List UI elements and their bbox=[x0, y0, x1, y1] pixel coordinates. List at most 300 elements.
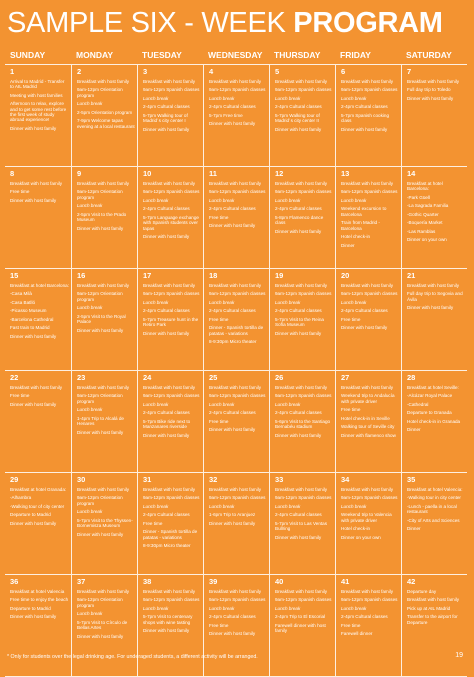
activity: Breakfast with host family bbox=[77, 181, 130, 186]
day-number: 1 bbox=[10, 67, 15, 76]
activity: Dinner - Spanish tortilla de patatas - variations bbox=[143, 529, 198, 540]
activity: 9am-12pm Spanish classes bbox=[341, 597, 398, 603]
activity: Dinner with host family bbox=[77, 327, 124, 333]
day-number: 13 bbox=[341, 169, 350, 178]
activity: Lunch break bbox=[209, 605, 235, 611]
activity: Arrival to Madrid - Transfer to AIL Madrid bbox=[10, 79, 65, 90]
day-cell bbox=[269, 65, 335, 167]
activity: 5-7pm Walking tour of Madrid´s city center I bbox=[143, 112, 188, 124]
day-cell bbox=[203, 575, 269, 677]
activity: Free time bbox=[10, 393, 30, 399]
activity: Dinner with host family bbox=[275, 228, 322, 234]
day-cell bbox=[203, 473, 269, 575]
activity: 5-7pm Treasure hunt in the Retiro Park bbox=[143, 316, 199, 328]
activity: 2-5pm Orientation program bbox=[77, 109, 133, 115]
day-cell bbox=[71, 167, 137, 269]
activity: Lunch break bbox=[209, 401, 235, 407]
activity: Dinner - Spanish tortilla de patatas - variations bbox=[209, 325, 264, 336]
activity: 2-4pm Cultural classes bbox=[275, 410, 322, 416]
day-cell bbox=[137, 269, 203, 371]
activity: Breakfast with host family bbox=[143, 487, 196, 492]
day-cell bbox=[269, 575, 335, 677]
activity: 9am-12pm Spanish classes bbox=[143, 495, 200, 501]
activity: 9am-12pm Spanish classes bbox=[275, 291, 332, 297]
activity: Lunch break bbox=[341, 95, 367, 101]
activity: Dinner with host family bbox=[143, 628, 190, 634]
activity: Dinner with host family bbox=[10, 197, 57, 203]
footnote: * Only for students over the legal drinking age. For underaged students, a different activity will be arranged. bbox=[7, 654, 258, 660]
activity: 9am-12pm Spanish classes bbox=[143, 291, 200, 297]
activity: -Barcelona Cathedral bbox=[10, 316, 54, 322]
activity: Breakfast with host family bbox=[209, 487, 262, 492]
title-light: SAMPLE SIX - WEEK bbox=[7, 7, 286, 39]
day-number: 26 bbox=[275, 373, 284, 382]
activity: Dinner with host family bbox=[77, 429, 124, 435]
activity: Breakfast with host family bbox=[275, 385, 328, 390]
activity: 5-6pm Visit to the Santiago Bernabéu stadium bbox=[275, 418, 331, 430]
activity: Breakfast at hotel Valencia: bbox=[407, 487, 463, 492]
day-cell bbox=[335, 269, 401, 371]
activity: Lunch break bbox=[77, 305, 103, 311]
activity: 5-7pm Walking tour of Madrid´s city center II bbox=[275, 112, 320, 124]
day-number: 20 bbox=[341, 271, 350, 280]
activity: Breakfast with host family bbox=[341, 385, 394, 390]
activity: Dinner with flamenco show bbox=[341, 432, 396, 438]
day-number: 33 bbox=[275, 475, 284, 484]
activity: Breakfast at hotel Barcelona: bbox=[10, 283, 69, 288]
title-bold: PROGRAM bbox=[293, 7, 443, 39]
activity: Dinner with host family bbox=[77, 531, 124, 537]
day-cell bbox=[401, 269, 467, 371]
activity: Full day trip to Segovia and Ávila bbox=[407, 291, 463, 302]
activity: Breakfast with host family bbox=[407, 283, 460, 288]
activity: Lunch break bbox=[209, 503, 235, 509]
activity: Meeting with host families bbox=[10, 92, 63, 98]
activity: Lunch break bbox=[209, 197, 235, 203]
day-header-monday: MONDAY bbox=[71, 47, 137, 65]
activity: Dinner with host family bbox=[143, 234, 190, 240]
day-number: 30 bbox=[77, 475, 86, 484]
program-calendar bbox=[5, 47, 467, 677]
activity: Dinner with host family bbox=[77, 633, 124, 639]
day-number: 2 bbox=[77, 67, 82, 76]
day-number: 14 bbox=[407, 169, 416, 178]
activity: Weekend excursion to Barcelona bbox=[341, 206, 387, 217]
activity: 5-7pm Visit to the Thyssen-Bornemisza Museum bbox=[77, 517, 133, 529]
activity: Breakfast with host family bbox=[275, 487, 328, 492]
activity: Weekend trip to Andalucía with private driver bbox=[341, 393, 395, 404]
activity: Lunch break bbox=[77, 611, 103, 617]
day-cell bbox=[5, 575, 71, 677]
activity: Breakfast with host family bbox=[209, 283, 262, 288]
activity: Hotel check-in in Granada bbox=[407, 418, 461, 424]
day-number: 8 bbox=[10, 169, 15, 178]
day-number: 32 bbox=[209, 475, 218, 484]
day-number: 34 bbox=[341, 475, 350, 484]
day-number: 37 bbox=[77, 577, 86, 586]
activity: 2-4pm Cultural classes bbox=[143, 104, 190, 110]
activity: Breakfast at hotel Barcelona: bbox=[407, 181, 443, 192]
activity: Lunch break bbox=[143, 299, 169, 305]
day-number: 40 bbox=[275, 577, 284, 586]
day-cell bbox=[269, 269, 335, 371]
activity: Afternoon to relax, explore and to get some rest before the first week of study abroad experience! bbox=[10, 101, 67, 123]
day-cell bbox=[335, 473, 401, 575]
activity: 9am-12pm Spanish classes bbox=[341, 87, 398, 93]
activity: -Lunch - paella in a local restaurant bbox=[407, 503, 457, 515]
activity: -Walking tour of city center bbox=[10, 503, 65, 509]
activity: 9am-12pm Spanish classes bbox=[143, 393, 200, 399]
activity: 2-4pm Cultural classes bbox=[143, 410, 190, 416]
activity: 2-4pm Cultural classes bbox=[341, 614, 388, 620]
activity: 9am-12pm Spanish classes bbox=[341, 189, 398, 195]
activity: Breakfast with host family bbox=[407, 79, 460, 84]
activity: Free time bbox=[10, 189, 30, 195]
activity: Full day trip to Toledo bbox=[407, 87, 451, 93]
activity: Transfer to the airport for Departure bbox=[407, 614, 458, 625]
activity: 2-4pm Cultural classes bbox=[209, 206, 256, 212]
activity: Dinner with host family bbox=[407, 305, 454, 311]
activity: -Gothic Quarter bbox=[407, 211, 439, 217]
activity: Dinner with host family bbox=[407, 95, 454, 101]
day-cell bbox=[137, 473, 203, 575]
activity: Dinner with host family bbox=[209, 631, 256, 637]
day-number: 21 bbox=[407, 271, 416, 280]
activity: Departure to Madrid bbox=[10, 605, 51, 611]
activity: Breakfast with host family bbox=[143, 589, 196, 594]
activity: Breakfast with host family bbox=[77, 283, 130, 288]
activity: 2-4pm Cultural classes bbox=[275, 308, 322, 314]
day-cell bbox=[269, 167, 335, 269]
activity: Pick up at AIL Madrid bbox=[407, 605, 451, 611]
activity: 2-4pm Cultural classes bbox=[275, 206, 322, 212]
day-cell bbox=[401, 575, 467, 677]
activity: 9am-12pm Orientation program bbox=[77, 495, 123, 506]
day-cell bbox=[5, 473, 71, 575]
activity: Free time bbox=[209, 214, 229, 220]
activity: Free time bbox=[341, 407, 361, 413]
activity: 2-4pm Cultural classes bbox=[209, 410, 256, 416]
activity: Lunch break bbox=[143, 401, 169, 407]
activity: Lunch break bbox=[143, 95, 169, 101]
activity: 2-4pm Cultural classes bbox=[143, 308, 190, 314]
activity: -Casa Batlló bbox=[10, 299, 36, 305]
activity: 5-7pm Free time bbox=[209, 112, 243, 118]
activity: 5-8pm Flamenco dance class bbox=[275, 214, 324, 226]
activity: Breakfast with host family bbox=[77, 385, 130, 390]
activity: Lunch break bbox=[275, 401, 301, 407]
activity: -Las Ramblas bbox=[407, 228, 436, 234]
activity: Lunch break bbox=[275, 503, 301, 509]
day-header-tuesday: TUESDAY bbox=[137, 47, 203, 65]
activity: 2-4pm Cultural classes bbox=[341, 308, 388, 314]
day-cell bbox=[71, 65, 137, 167]
activity: 5-7pm Visit to the Reina Sofía Museum bbox=[275, 316, 324, 328]
day-cell bbox=[203, 371, 269, 473]
day-cell bbox=[71, 371, 137, 473]
activity: 8-9:30pm Micro theater bbox=[143, 543, 191, 549]
day-number: 38 bbox=[143, 577, 152, 586]
page-number: 19 bbox=[455, 652, 463, 659]
activity: Lunch break bbox=[143, 503, 169, 509]
activity: 5-7pm Visit to centenary shops with wine tasting bbox=[143, 614, 193, 625]
activity: 2-5pm Visit to the Prado Museum bbox=[77, 211, 127, 223]
day-number: 15 bbox=[10, 271, 19, 280]
day-number: 4 bbox=[209, 67, 214, 76]
activity: Breakfast with host family bbox=[209, 385, 262, 390]
activity: Lunch break bbox=[209, 95, 235, 101]
activity: Free time bbox=[209, 316, 229, 322]
day-number: 23 bbox=[77, 373, 86, 382]
activity: Lunch break bbox=[143, 605, 169, 611]
activity: Breakfast with host family bbox=[143, 79, 196, 84]
activity: Dinner bbox=[407, 427, 421, 433]
day-cell bbox=[203, 269, 269, 371]
day-cell bbox=[5, 371, 71, 473]
activity: 2-4pm Cultural classes bbox=[143, 512, 190, 518]
activity: 9am-12pm Spanish classes bbox=[209, 393, 266, 399]
day-cell bbox=[5, 269, 71, 371]
activity: -Walking tour in city center bbox=[407, 495, 461, 501]
activity: Breakfast at hotel Seville: bbox=[407, 385, 459, 390]
activity: 9am-12pm Spanish classes bbox=[209, 495, 266, 501]
day-cell bbox=[203, 167, 269, 269]
activity: Lunch break bbox=[275, 299, 301, 305]
day-number: 42 bbox=[407, 577, 416, 586]
day-header-thursday: THURSDAY bbox=[269, 47, 335, 65]
activity: Departure to Madrid bbox=[10, 512, 51, 518]
activity: Breakfast with host family bbox=[407, 597, 460, 603]
activity: 9am-12pm Spanish classes bbox=[275, 495, 332, 501]
activity: Lunch break bbox=[77, 407, 103, 413]
activity: Dinner with host family bbox=[275, 432, 322, 438]
day-number: 22 bbox=[10, 373, 19, 382]
activity: Dinner with host family bbox=[10, 333, 57, 339]
activity: 9am-12pm Orientation program bbox=[77, 291, 123, 302]
day-number: 17 bbox=[143, 271, 152, 280]
day-cell bbox=[137, 167, 203, 269]
day-cell bbox=[203, 65, 269, 167]
day-cell bbox=[137, 65, 203, 167]
activity: Dinner with host family bbox=[341, 325, 388, 331]
activity: Dinner with host family bbox=[143, 432, 190, 438]
activity: Breakfast with host family bbox=[341, 181, 394, 186]
activity: Breakfast with host family bbox=[10, 385, 63, 390]
activity: Breakfast with host family bbox=[209, 79, 262, 84]
activity: Dinner with host family bbox=[10, 614, 57, 620]
activity: 1-4pm Trip to Alcalá de Henares bbox=[77, 415, 124, 427]
activity: Breakfast with host family bbox=[275, 181, 328, 186]
day-cell bbox=[137, 371, 203, 473]
activity: Dinner with host family bbox=[143, 126, 190, 132]
day-cell bbox=[269, 473, 335, 575]
day-cell bbox=[335, 65, 401, 167]
activity: 2-4pm Cultural classes bbox=[275, 512, 322, 518]
activity: Free time bbox=[209, 622, 229, 628]
activity: 2-4pm Cultural classes bbox=[143, 206, 190, 212]
day-header-friday: FRIDAY bbox=[335, 47, 401, 65]
activity: Lunch break bbox=[341, 605, 367, 611]
activity: Dinner with host family bbox=[209, 223, 256, 229]
day-number: 27 bbox=[341, 373, 350, 382]
activity: 7-9pm Welcome tapas evening at a local restaurant bbox=[77, 118, 135, 129]
activity: Breakfast with host family bbox=[77, 79, 130, 84]
activity: Lunch break bbox=[275, 605, 301, 611]
activity: Breakfast with host family bbox=[341, 589, 394, 594]
activity: 2-4pm Cultural classes bbox=[209, 308, 256, 314]
activity: -Casa Milà bbox=[10, 291, 32, 297]
activity: Breakfast with host family bbox=[77, 589, 130, 594]
activity: 8-9:30pm Micro theater bbox=[209, 339, 257, 345]
day-number: 36 bbox=[10, 577, 19, 586]
day-cell bbox=[401, 473, 467, 575]
activity: -Alhambra bbox=[10, 495, 32, 501]
activity: 9am-12pm Spanish classes bbox=[209, 189, 266, 195]
activity: 9am-12pm Spanish classes bbox=[143, 597, 200, 603]
activity: Breakfast at hotel Valencia bbox=[10, 589, 65, 594]
activity: Breakfast with host family bbox=[77, 487, 130, 492]
activity: Dinner with host family bbox=[10, 520, 57, 526]
day-number: 12 bbox=[275, 169, 284, 178]
activity: Hotel check-in bbox=[341, 526, 371, 532]
activity: 9am-12pm Spanish classes bbox=[209, 87, 266, 93]
activity: -Picasso Museum bbox=[10, 308, 47, 314]
day-header-sunday: SUNDAY bbox=[5, 47, 71, 65]
day-cell bbox=[269, 371, 335, 473]
activity: Lunch break bbox=[341, 299, 367, 305]
activity: 9am-12pm Spanish classes bbox=[143, 189, 200, 195]
activity: Breakfast with host family bbox=[341, 79, 394, 84]
activity: Breakfast with host family bbox=[275, 589, 328, 594]
activity: 5-7pm Visit to Círculo de Bellas Artes bbox=[77, 619, 128, 631]
activity: Fast train to Madrid bbox=[10, 325, 50, 331]
day-cell bbox=[71, 473, 137, 575]
activity: Dinner with host family bbox=[275, 330, 322, 336]
day-number: 3 bbox=[143, 67, 148, 76]
day-header-saturday: SATURDAY bbox=[401, 47, 467, 65]
activity: 2-4pm Cultural classes bbox=[209, 104, 256, 110]
activity: Lunch break bbox=[77, 203, 103, 209]
day-number: 16 bbox=[77, 271, 86, 280]
activity: 5-7pm Spanish cooking class bbox=[341, 112, 390, 124]
day-cell bbox=[401, 167, 467, 269]
activity: Departure to Granada bbox=[407, 410, 452, 416]
page-title bbox=[7, 6, 443, 40]
day-number: 28 bbox=[407, 373, 416, 382]
activity: Lunch break bbox=[275, 197, 301, 203]
activity: Dinner with host family bbox=[275, 534, 322, 540]
activity: 9am-12pm Spanish classes bbox=[275, 87, 332, 93]
day-cell bbox=[137, 575, 203, 677]
activity: Breakfast with host family bbox=[275, 283, 328, 288]
activity: Dinner on your own bbox=[341, 534, 381, 540]
activity: Farewell dinner bbox=[341, 631, 373, 637]
activity: Breakfast with host family bbox=[209, 589, 262, 594]
day-number: 29 bbox=[10, 475, 19, 484]
activity: 5-7pm Bike ride next to Manzanares riverside bbox=[143, 418, 191, 430]
day-number: 11 bbox=[209, 169, 217, 178]
activity: Breakfast with host family bbox=[275, 79, 328, 84]
activity: 9am-12pm Spanish classes bbox=[341, 291, 398, 297]
day-number: 24 bbox=[143, 373, 152, 382]
activity: Breakfast with host family bbox=[143, 283, 196, 288]
activity: Breakfast with host family bbox=[10, 181, 63, 186]
activity: 9am-12pm Spanish classes bbox=[275, 189, 332, 195]
day-header-wednesday: WEDNESDAY bbox=[203, 47, 269, 65]
activity: Lunch break bbox=[209, 299, 235, 305]
day-cell bbox=[71, 575, 137, 677]
activity: 9am-12pm Spanish classes bbox=[275, 393, 332, 399]
activity: Breakfast at hotel Granada: bbox=[10, 487, 67, 492]
day-number: 10 bbox=[143, 169, 152, 178]
activity: -Boquería Market bbox=[407, 220, 443, 226]
activity: Free time bbox=[143, 520, 163, 526]
activity: 2-4pm Trip to El Escorial bbox=[275, 614, 326, 620]
activity: Lunch break bbox=[143, 197, 169, 203]
day-number: 41 bbox=[341, 577, 350, 586]
day-cell bbox=[335, 167, 401, 269]
activity: 9am-12pm Spanish classes bbox=[275, 597, 332, 603]
activity: -Cathedral bbox=[407, 401, 429, 407]
day-cell bbox=[335, 575, 401, 677]
activity: 9am-12pm Orientation program bbox=[77, 597, 123, 608]
activity: Hotel check-in in Seville bbox=[341, 415, 390, 421]
activity: 2-4pm Cultural classes bbox=[209, 614, 256, 620]
activity: 5-7pm Language exchange with Spanish students over tapas bbox=[143, 214, 199, 231]
day-number: 39 bbox=[209, 577, 218, 586]
activity: Dinner on your own bbox=[407, 237, 447, 243]
activity: 9am-12pm Spanish classes bbox=[341, 495, 398, 501]
activity: Walking tour of Seville city bbox=[341, 424, 395, 430]
day-cell bbox=[5, 167, 71, 269]
activity: Lunch break bbox=[341, 503, 367, 509]
day-cell bbox=[71, 269, 137, 371]
activity: Breakfast with host family bbox=[143, 385, 196, 390]
activity: 9am-12pm Spanish classes bbox=[209, 597, 266, 603]
day-number: 19 bbox=[275, 271, 284, 280]
activity: -La Sagrada Familia bbox=[407, 203, 449, 209]
activity: Lunch break bbox=[275, 95, 301, 101]
activity: Free time bbox=[209, 418, 229, 424]
activity: Dinner with host family bbox=[143, 330, 190, 336]
activity: Dinner with host family bbox=[10, 125, 57, 131]
day-number: 7 bbox=[407, 67, 412, 76]
activity: Free time bbox=[341, 622, 361, 628]
day-number: 25 bbox=[209, 373, 218, 382]
activity: 9am-12pm Orientation program bbox=[77, 189, 123, 200]
day-number: 6 bbox=[341, 67, 346, 76]
activity: Breakfast with host family bbox=[341, 283, 394, 288]
day-number: 35 bbox=[407, 475, 416, 484]
activity: Dinner with host family bbox=[77, 225, 124, 231]
activity: Breakfast with host family bbox=[143, 181, 196, 186]
activity: Lunch break bbox=[341, 197, 367, 203]
activity: 9am-12pm Orientation program bbox=[77, 87, 123, 98]
day-cell bbox=[401, 65, 467, 167]
activity: Departure day bbox=[407, 589, 437, 594]
activity: Hotel check-in bbox=[341, 234, 371, 240]
activity: Free time to enjoy the beach bbox=[10, 597, 69, 603]
day-number: 5 bbox=[275, 67, 280, 76]
activity: 2-5pm Visit to the Royal Palace bbox=[77, 313, 126, 325]
activity: Dinner with host family bbox=[209, 427, 256, 433]
activity: Breakfast with host family bbox=[209, 181, 262, 186]
activity: 2-4pm Cultural classes bbox=[341, 104, 388, 110]
activity: Farewell dinner with host family bbox=[275, 622, 326, 634]
activity: Lunch break bbox=[77, 509, 103, 515]
day-number: 18 bbox=[209, 271, 218, 280]
activity: 9am-12pm Spanish classes bbox=[209, 291, 266, 297]
